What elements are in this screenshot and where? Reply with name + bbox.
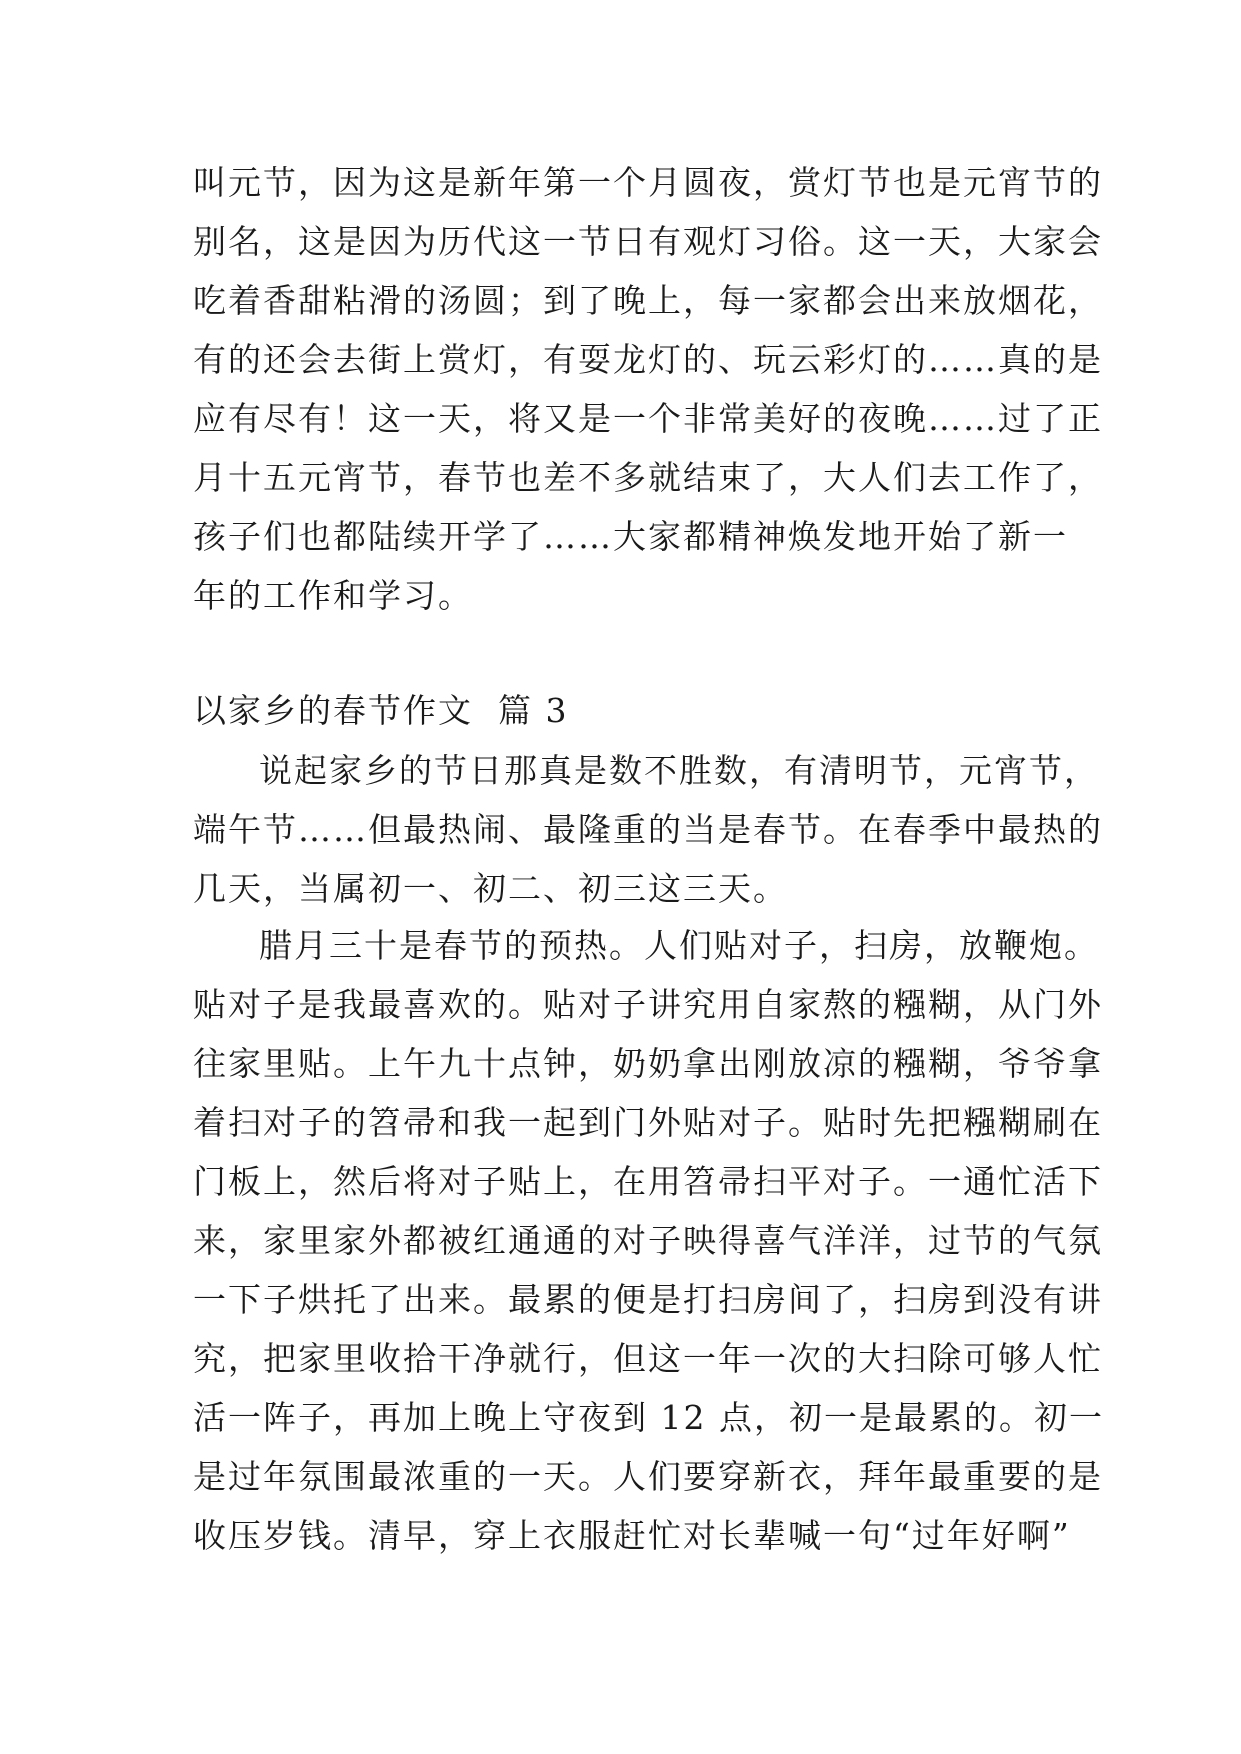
text-line: 叫元节，因为这是新年第一个月圆夜，赏灯节也是元宵节的: [193, 163, 1103, 202]
section-heading-block: [193, 681, 1053, 740]
text-line: 年的工作和学习。: [193, 576, 473, 615]
text-line: 孩子们也都陆续开学了……大家都精神焕发地开始了新一: [193, 517, 1068, 556]
text-line: 说起家乡的节日那真是数不胜数，有清明节，元宵节，: [259, 751, 1099, 790]
text-line: 端午节……但最热闹、最隆重的当是春节。在春季中最热的: [193, 810, 1103, 849]
text-line: 几天，当属初一、初二、初三这三天。: [193, 869, 788, 908]
text-line: 着扫对子的笤帚和我一起到门外贴对子。贴时先把糨糊刷在: [193, 1103, 1103, 1142]
text-line: 门板上，然后将对子贴上，在用笤帚扫平对子。一通忙活下: [193, 1162, 1103, 1201]
text-line: 月十五元宵节，春节也差不多就结束了，大人们去工作了，: [193, 458, 1103, 497]
text-line: 吃着香甜粘滑的汤圆；到了晚上，每一家都会出来放烟花，: [193, 281, 1103, 320]
text-line: 应有尽有！这一天，将又是一个非常美好的夜晚……过了正: [193, 399, 1103, 438]
text-line: 往家里贴。上午九十点钟，奶奶拿出刚放凉的糨糊，爷爷拿: [193, 1044, 1103, 1083]
text-line: 一下子烘托了出来。最累的便是打扫房间了，扫房到没有讲: [193, 1280, 1103, 1319]
text-line: 腊月三十是春节的预热。人们贴对子，扫房，放鞭炮。: [259, 926, 1099, 965]
text-line: 贴对子是我最喜欢的。贴对子讲究用自家熬的糨糊，从门外: [193, 985, 1103, 1024]
text-line: 活一阵子，再加上晚上守夜到 12 点，初一是最累的。初一: [193, 1398, 1104, 1437]
text-line: 收压岁钱。清早，穿上衣服赶忙对长辈喊一句“过年好啊”: [193, 1516, 1071, 1555]
text-line: 是过年氛围最浓重的一天。人们要穿新衣，拜年最重要的是: [193, 1457, 1103, 1496]
continuation-paragraph: [193, 153, 1103, 625]
text-line: 别名，这是因为历代这一节日有观灯习俗。这一天，大家会: [193, 222, 1103, 261]
text-line: 有的还会去街上赏灯，有耍龙灯的、玩云彩灯的……真的是: [193, 340, 1103, 379]
text-line: 来，家里家外都被红通通的对子映得喜气洋洋，过节的气氛: [193, 1221, 1103, 1260]
text-line: 究，把家里收拾干净就行，但这一年一次的大扫除可够人忙: [193, 1339, 1103, 1378]
paragraph-1: [193, 741, 1103, 918]
section-heading: 以家乡的春节作文 篇 3: [193, 691, 569, 730]
paragraph-2: [193, 916, 1104, 1565]
